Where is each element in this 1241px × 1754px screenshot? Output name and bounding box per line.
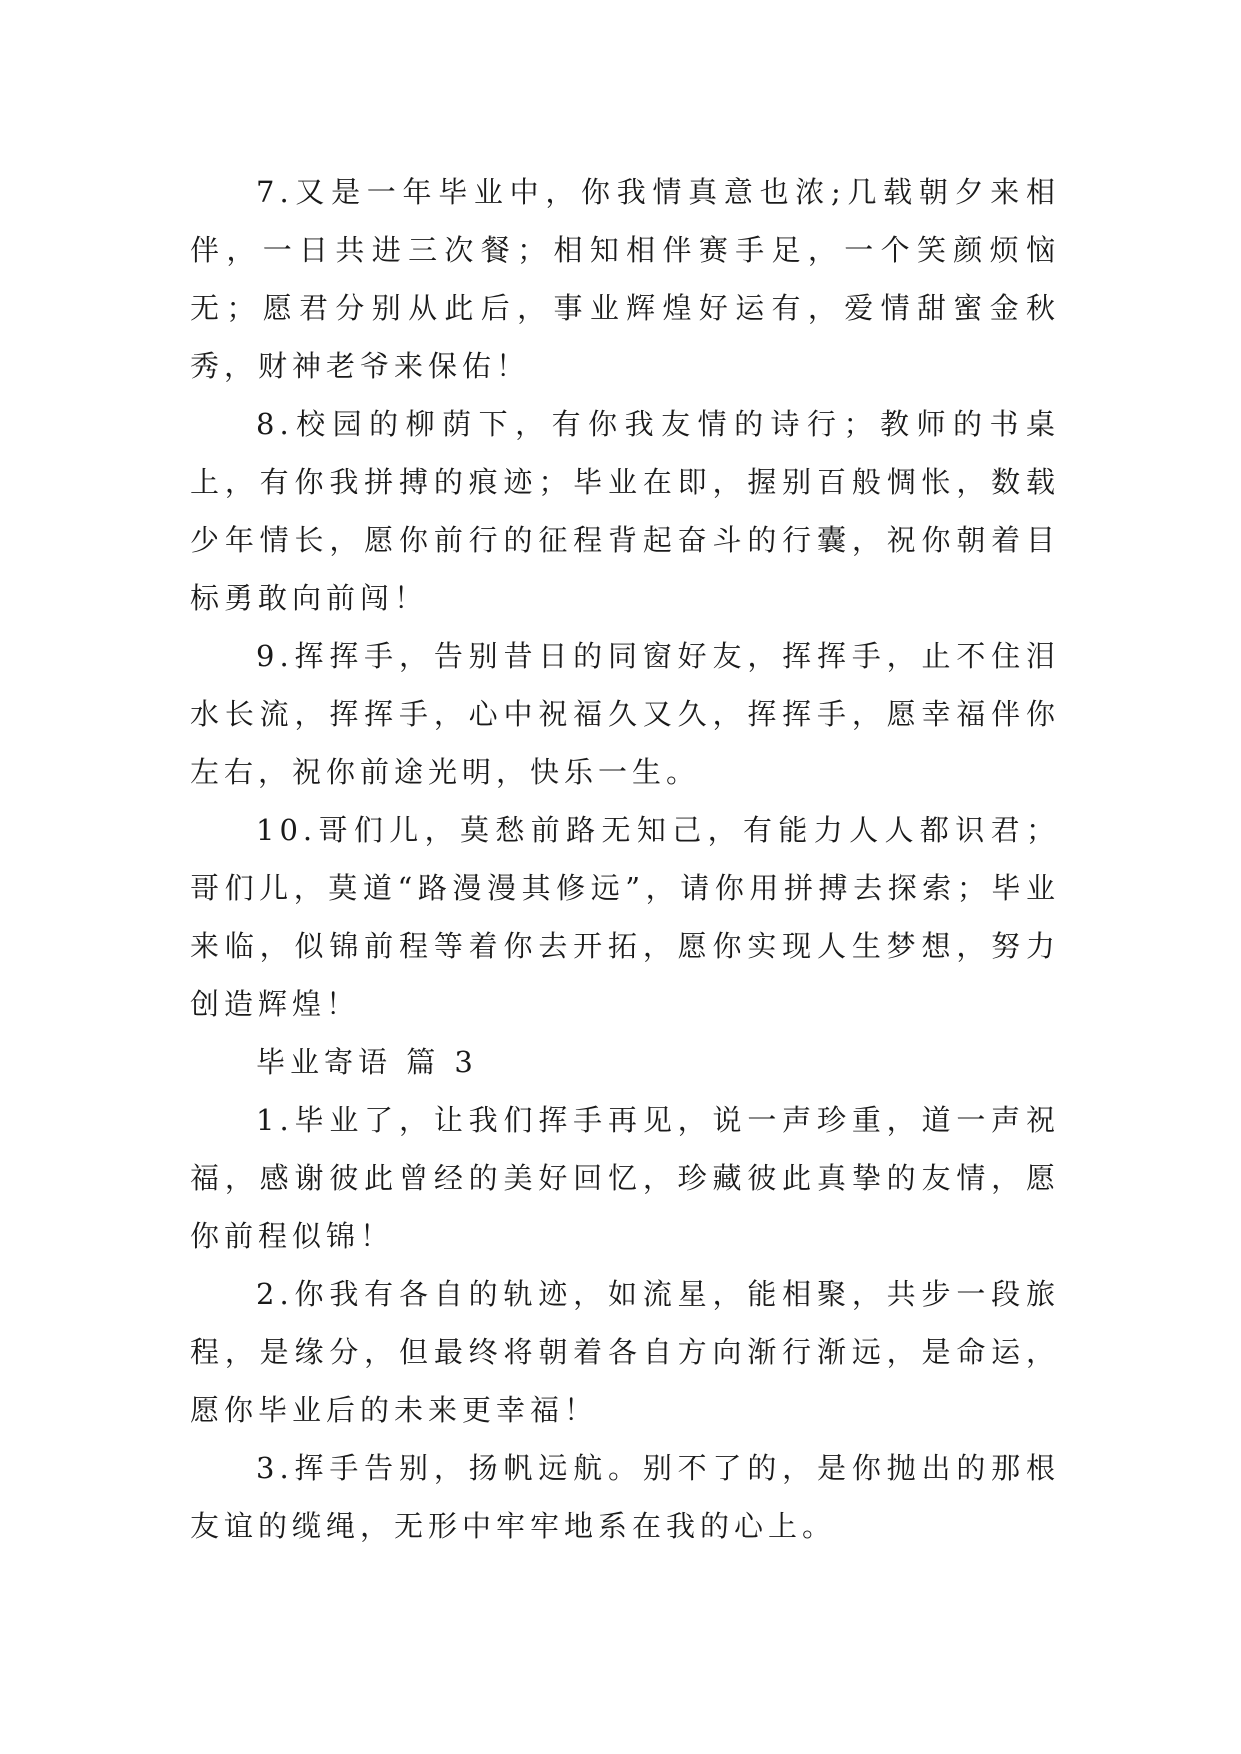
section-paragraph-1: 1.毕业了，让我们挥手再见，说一声珍重，道一声祝福，感谢彼此曾经的美好回忆，珍藏彼此真挚的友情，愿你前程似锦！ (190, 1103, 1060, 1253)
paragraph-7: 7.又是一年毕业中，你我情真意也浓;几载朝夕来相伴，一日共进三次餐；相知相伴赛手足，一个笑颜烦恼无；愿君分别从此后，事业辉煌好运有，爱情甜蜜金秋秀，财神老爷来保佑！ (190, 175, 1060, 383)
section-heading: 毕业寄语 篇 3 (256, 1045, 478, 1079)
paragraph-8: 8.校园的柳荫下，有你我友情的诗行；教师的书桌上，有你我拼搏的痕迹；毕业在即，握别百般惆怅，数载少年情长，愿你前行的征程背起奋斗的行囊，祝你朝着目标勇敢向前闯！ (190, 407, 1060, 615)
paragraph-9: 9.挥挥手，告别昔日的同窗好友，挥挥手，止不住泪水长流，挥挥手，心中祝福久又久，挥挥手，愿幸福伴你左右，祝你前途光明，快乐一生。 (190, 639, 1060, 789)
paragraph-10: 10.哥们儿，莫愁前路无知己，有能力人人都识君；哥们儿，莫道“路漫漫其修远”，请你用拼搏去探索；毕业来临，似锦前程等着你去开拓，愿你实现人生梦想，努力创造辉煌！ (190, 813, 1060, 1021)
section-paragraph-2: 2.你我有各自的轨迹，如流星，能相聚，共步一段旅程，是缘分，但最终将朝着各自方向渐行渐远，是命运，愿你毕业后的未来更幸福！ (190, 1277, 1060, 1427)
section-paragraph-3: 3.挥手告别，扬帆远航。别不了的，是你抛出的那根友谊的缆绳，无形中牢牢地系在我的心上。 (190, 1451, 1060, 1543)
document-body (190, 163, 1060, 1555)
